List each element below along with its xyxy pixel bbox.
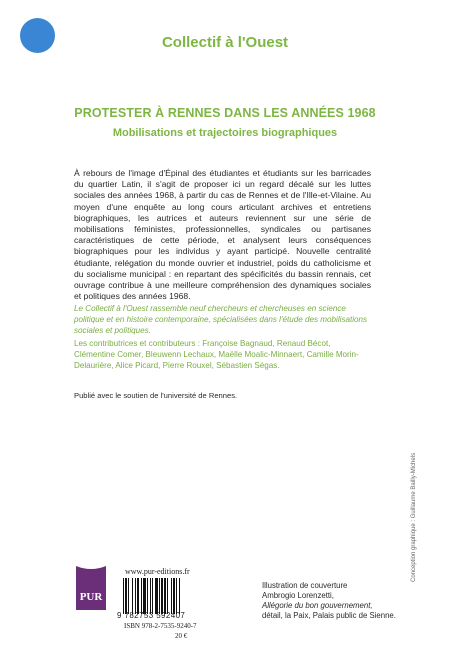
book-summary: À rebours de l'image d'Épinal des étudiantes et étudiants sur les barricades du quartier Latin, il s'agit de proposer ici un regard décalé sur les luttes sociales des années 1968, à partir du cas de Rennes et de l'Ille-et-Vilaine. Au moyen d'une enquête au long cours articulant archives et entretiens biographiques, les autrices et auteurs reviennent sur une série de mobilisations féministes, professionnelles, syndicales ou partisanes caractéristiques de cette période, et analysent leurs conséquences biographiques pour les individus y ayant participé. Nouvelle centralité étudiante, relégation du monde ouvrier et industriel, poids du catholicisme et du socialisme municipal : en repartant des spécificités du bassin rennais, cet ouvrage contribue à une meilleure compréhension des dynamiques sociales et politiques des années 1968. <box>74 168 371 302</box>
illustration-line: Illustration de couverture <box>262 581 348 590</box>
publisher-website: www.pur-editions.fr <box>125 567 190 576</box>
book-subtitle: Mobilisations et trajectoires biographiques <box>112 127 338 139</box>
barcode-bar <box>155 578 158 614</box>
price: 20 € <box>175 632 188 640</box>
barcode-bar <box>147 578 148 614</box>
barcode-bar <box>152 578 153 614</box>
isbn: ISBN 978-2-7535-9240-7 <box>124 622 197 630</box>
pur-logo-shape <box>76 566 106 610</box>
support-statement: Publié avec le soutien de l'université de Rennes. <box>74 391 238 400</box>
cover-illustration-credit <box>262 581 402 621</box>
illustration-detail: détail, la Paix, Palais public de Sienne. <box>262 611 396 620</box>
barcode-bar <box>125 578 127 614</box>
collective-description: Le Collectif à l'Ouest rassemble neuf chercheurs et chercheuses en science politique et en histoire contemporaine, spécialisées dans l'étude des mobilisations sociales et politiques. <box>74 304 368 335</box>
barcode-bar <box>123 578 124 614</box>
series-name: Collectif à l'Ouest <box>161 34 289 51</box>
barcode-bar <box>167 578 168 614</box>
contributors-list: Les contributrices et contributeurs : Françoise Bagnaud, Renaud Bécot, Clémentine Comer, Bleuwenn Lechaux, Maëlle Moalic-Minnaert, Camille Morin-Delaurière, Alice Picard, Pierre Rouxel, Sébastien Ségas. <box>74 339 359 370</box>
barcode-bar <box>179 578 180 614</box>
illustration-artist: Ambrogio Lorenzetti, <box>262 591 334 600</box>
barcode-bar <box>164 578 166 614</box>
barcode-bar <box>161 578 163 614</box>
barcode-bar <box>141 578 142 614</box>
design-credit: Conception graphique : Guillaume Bailly-Michels <box>411 452 417 582</box>
book-title: PROTESTER À RENNES DANS LES ANNÉES 1968 <box>74 106 376 120</box>
barcode-bar <box>159 578 160 614</box>
barcode-bar <box>171 578 172 614</box>
barcode-bar <box>135 578 136 614</box>
barcode-bar <box>143 578 146 614</box>
barcode-bar <box>132 578 133 614</box>
pur-logo <box>76 566 106 610</box>
illustration-work: Allégorie du bon gouvernement, <box>262 601 373 610</box>
barcode-bar <box>173 578 175 614</box>
barcode-bar <box>176 578 177 614</box>
barcode-bar <box>150 578 151 614</box>
pur-logo-text: PUR <box>79 591 103 603</box>
barcode-digits: 9 782753 592407 <box>117 611 186 620</box>
barcode-bar <box>128 578 129 614</box>
barcode <box>123 578 197 614</box>
barcode-bar <box>137 578 139 614</box>
